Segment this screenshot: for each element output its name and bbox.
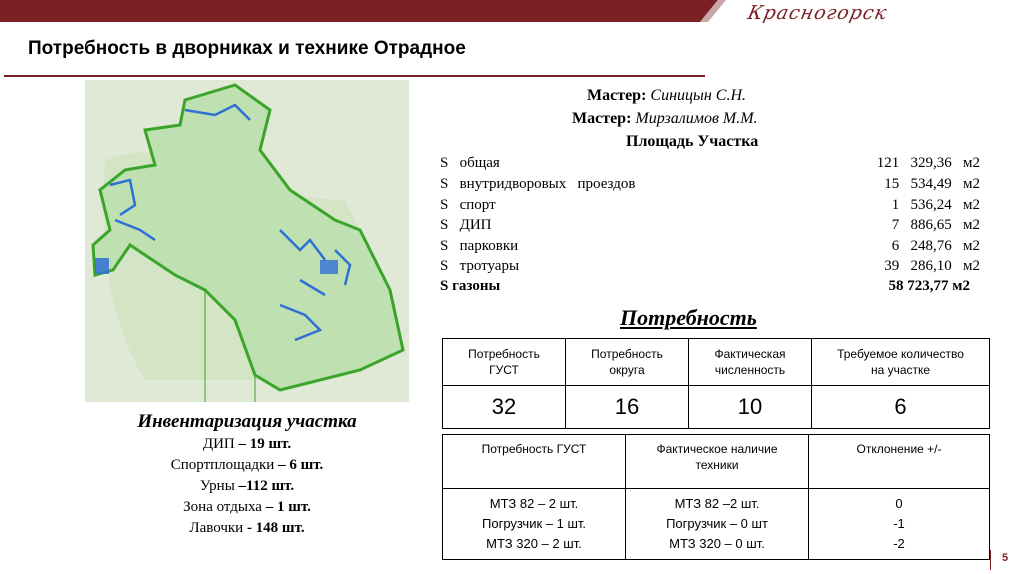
- inventory-block: [85, 410, 409, 539]
- area-label: S внутридворовых проездов: [440, 176, 636, 192]
- cell-line: МТЗ 82 –2 шт.: [674, 496, 760, 511]
- area-row: [440, 155, 980, 175]
- table-header: Потребность округа: [566, 339, 689, 386]
- cell-line: -2: [893, 536, 905, 551]
- area-label: S тротуары: [440, 258, 520, 274]
- area-value: 39 286,10 м2: [884, 258, 980, 274]
- table-cell: 10: [689, 386, 812, 429]
- cell-line: МТЗ 82 – 2 шт.: [489, 496, 579, 511]
- inventory-item: Лавочки - 148 шт.: [189, 520, 305, 536]
- table-header: Потребность ГУСТ: [443, 339, 566, 386]
- inventory-item: ДИП – 19 шт.: [202, 436, 292, 452]
- area-label: S газоны: [440, 278, 501, 294]
- district-map: [85, 80, 409, 402]
- area-label: S спорт: [440, 197, 496, 213]
- cell-line: МТЗ 320 – 2 шт.: [486, 536, 582, 551]
- area-value: 15 534,49 м2: [884, 176, 980, 192]
- cell-line: Погрузчик – 0 шт: [666, 516, 768, 531]
- cell-line: -1: [893, 516, 905, 531]
- area-value: 1 536,24 м2: [891, 197, 980, 213]
- staff-need-table: [442, 338, 990, 429]
- table-cell: 16: [566, 386, 689, 429]
- master-1-name: Синицын С.Н.: [650, 87, 746, 104]
- area-value: 58 723,77 м2: [888, 278, 970, 294]
- page-number: 5: [1002, 552, 1009, 564]
- cell-line: МТЗ 320 – 0 шт.: [669, 536, 765, 551]
- brand-logo: Красногорск: [745, 2, 890, 24]
- inventory-item: Спортплощадки – 6 шт.: [170, 457, 324, 473]
- inventory-item: Урны –112 шт.: [199, 478, 295, 494]
- equipment-table: [442, 434, 990, 560]
- master-1-role: Мастер:: [587, 87, 647, 104]
- area-label: S общая: [440, 155, 500, 171]
- area-value: 7 886,65 м2: [891, 217, 980, 233]
- area-value: 121 329,36 м2: [876, 155, 980, 171]
- table-cell: [809, 489, 990, 560]
- table-cell: [443, 489, 626, 560]
- map-illustration: [85, 80, 409, 402]
- need-heading: Потребность: [620, 305, 757, 330]
- cell-line: Погрузчик – 1 шт.: [482, 516, 586, 531]
- table-cell: [626, 489, 809, 560]
- master-2: [572, 110, 758, 128]
- table-header: Фактическая численность: [689, 339, 812, 386]
- area-value: 6 248,76 м2: [891, 238, 980, 254]
- cell-line: 0: [895, 496, 903, 511]
- area-row: [440, 258, 980, 278]
- master-2-role: Мастер:: [572, 110, 632, 127]
- table-header: Отклонение +/-: [809, 435, 990, 489]
- inventory-item: Зона отдыха – 1 шт.: [183, 499, 311, 515]
- area-row: [440, 197, 980, 217]
- page-divider: [990, 550, 991, 570]
- table-header: Фактическое наличие техники: [626, 435, 809, 489]
- table-cell: 6: [812, 386, 990, 429]
- table-header: Требуемое количество на участке: [812, 339, 990, 386]
- inventory-title: Инвентаризация участка: [137, 411, 357, 432]
- area-row: [440, 238, 980, 258]
- area-label: S ДИП: [440, 217, 492, 233]
- page-title: Потребность в дворниках и технике Отрадное: [28, 38, 466, 59]
- master-1: [587, 87, 746, 105]
- table-header: Потребность ГУСТ: [443, 435, 626, 489]
- area-row: [440, 176, 980, 196]
- table-cell: 32: [443, 386, 566, 429]
- title-divider: [4, 75, 705, 77]
- area-label: S парковки: [440, 238, 519, 254]
- area-row: [440, 217, 980, 237]
- master-2-name: Мирзалимов М.М.: [635, 110, 758, 127]
- area-row-total-lawns: [440, 278, 970, 298]
- area-title: Площадь Участка: [626, 133, 759, 150]
